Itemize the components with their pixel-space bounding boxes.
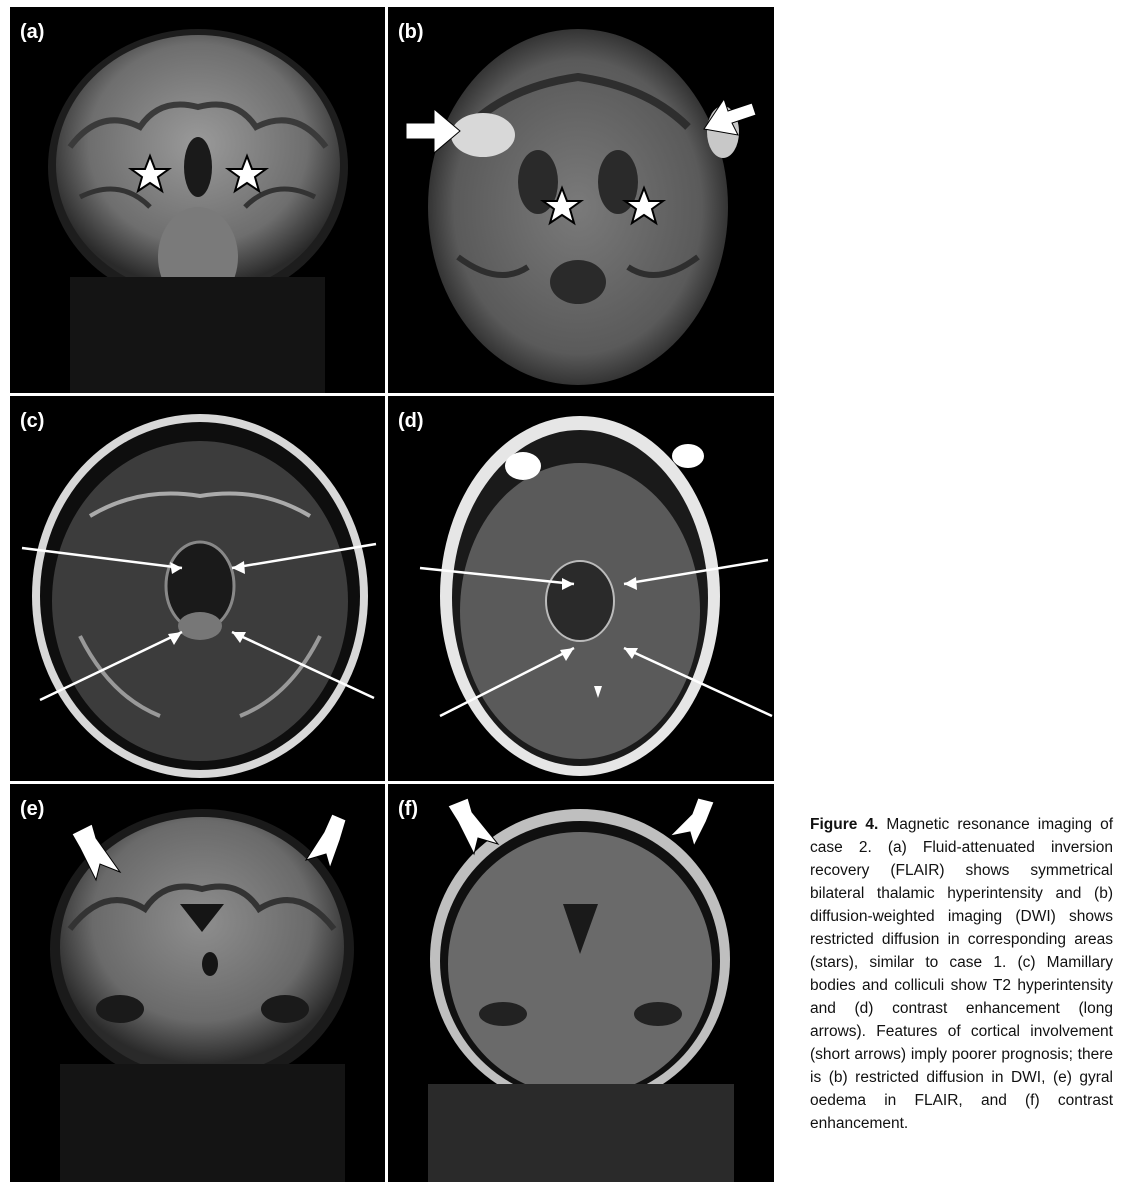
mri-axial-t1-contrast-image <box>388 396 774 781</box>
figure-caption <box>810 813 1113 1135</box>
mri-axial-dwi-image <box>388 7 774 393</box>
panel-label-b: (b) <box>398 21 424 43</box>
mri-coronal-t1-contrast-image <box>388 784 774 1182</box>
panel-f <box>388 784 774 1182</box>
panel-b <box>388 7 774 393</box>
mri-coronal-flair-image <box>10 7 385 393</box>
mri-axial-t2-image <box>10 396 385 781</box>
mri-coronal-flair-image <box>10 784 385 1182</box>
panel-label-f: (f) <box>398 798 418 820</box>
panel-label-e: (e) <box>20 798 45 820</box>
panel-d <box>388 396 774 781</box>
panel-a <box>10 7 385 393</box>
figure-caption-text: Magnetic resonance imaging of case 2. (a) Fluid-attenuated inversion recovery (FLAIR) shows symmetrical bilateral thalamic hyperintensity and (b) diffusion-weighted imaging (DWI) shows restricted diffusion in corresponding areas (stars), similar to case 1. (c) Mamillary bodies and colliculi show T2 hyperintensity and (d) contrast enhancement (long arrows). Features of cortical involvement (short arrows) imply poorer prognosis; there is (b) restricted diffusion in DWI, (e) gyral oedema in FLAIR, and (f) contrast enhancement. <box>810 816 1113 1132</box>
short-arrow-right <box>670 798 714 846</box>
panel-label-c: (c) <box>20 410 45 432</box>
short-arrow-right <box>704 99 756 135</box>
panel-c <box>10 396 385 781</box>
panel-label-a: (a) <box>20 21 45 43</box>
panel-e <box>10 784 385 1182</box>
figure-caption-label: Figure 4. <box>810 816 879 833</box>
panel-label-d: (d) <box>398 410 424 432</box>
